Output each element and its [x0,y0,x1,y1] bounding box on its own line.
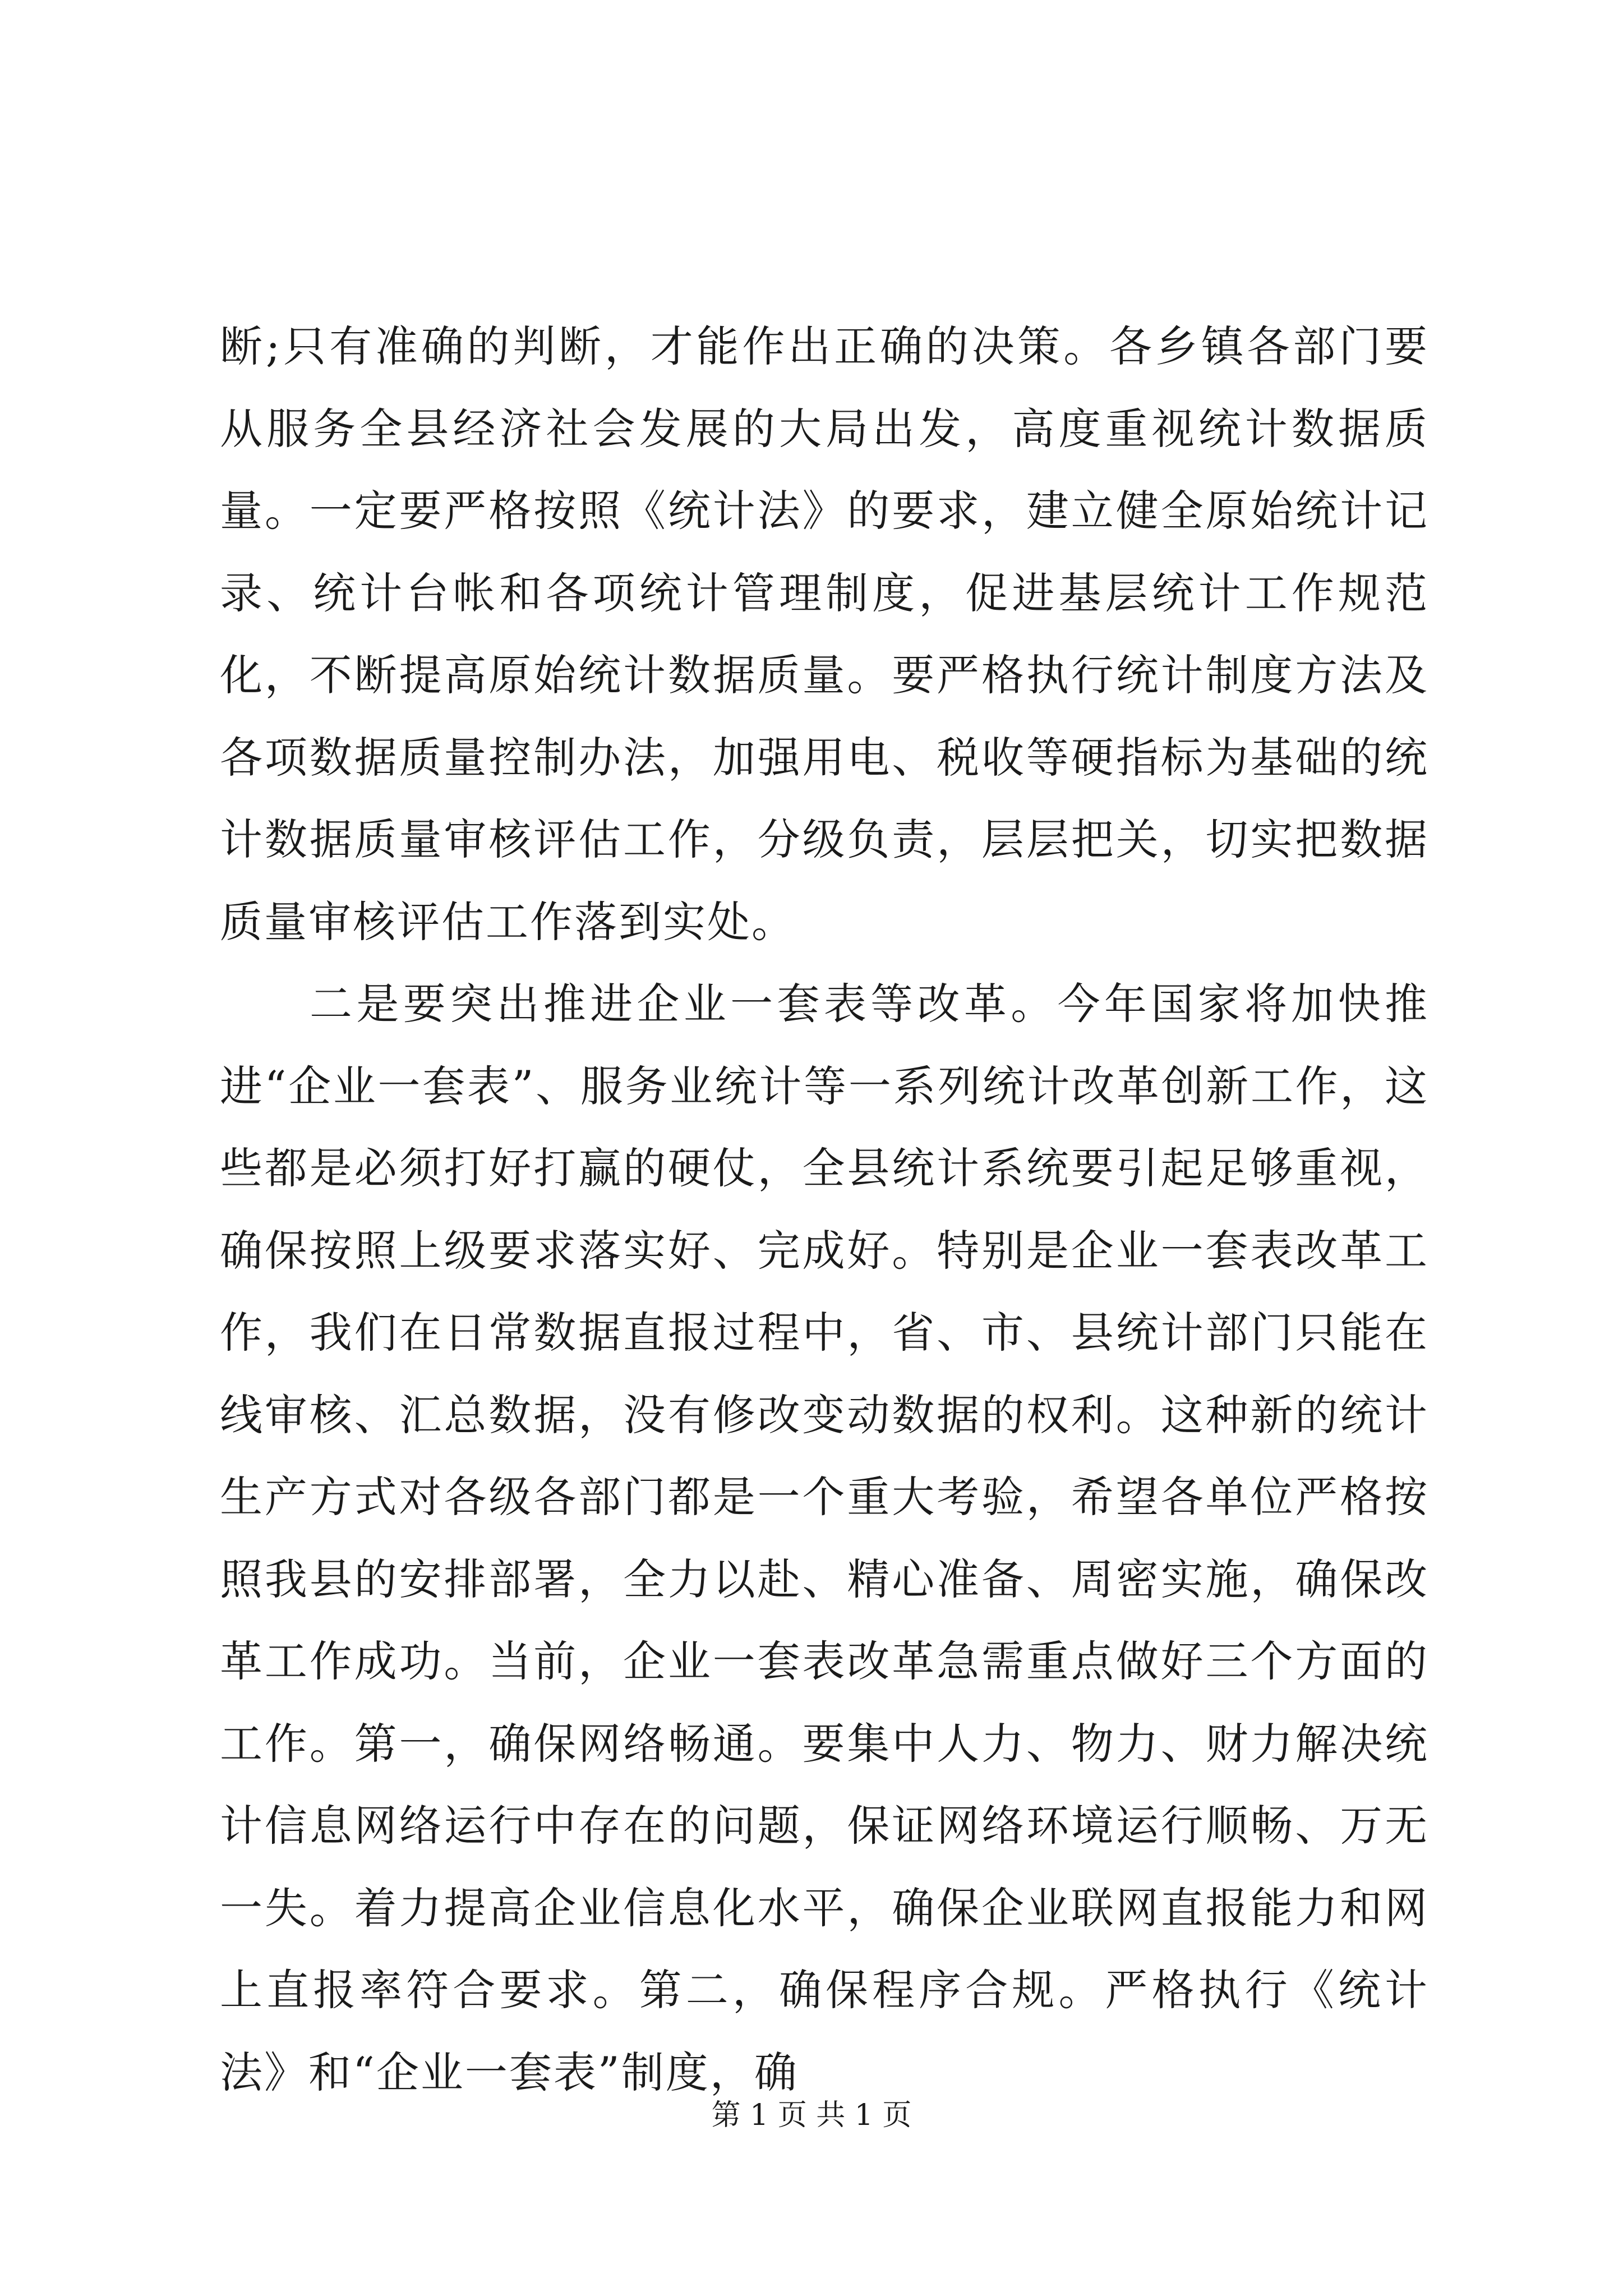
paragraph-2: 二是要突出推进企业一套表等改革。今年国家将加快推进“企业一套表”、服务业统计等一系列统计改革创新工作，这些都是必须打好打赢的硬仗，全县统计系统要引起足够重视，确保按照上级要求落实好、完成好。特别是企业一套表改革工作，我们在日常数据直报过程中，省、市、县统计部门只能在线审核、汇总数据，没有修改变动数据的权利。这种新的统计生产方式对各级各部门都是一个重大考验，希望各单位严格按照我县的安排部署，全力以赴、精心准备、周密实施，确保改革工作成功。当前，企业一套表改革急需重点做好三个方面的工作。第一，确保网络畅通。要集中人力、物力、财力解决统计信息网络运行中存在的问题，保证网络环境运行顺畅、万无一失。着力提高企业信息化水平，确保企业联网直报能力和网上直报率符合要求。第二，确保程序合规。严格执行《统计法》和“企业一套表”制度，确 [220,979,1429,2097]
document-body [220,306,1429,2114]
page-number-footer: 第 1 页 共 1 页 [711,2099,912,2132]
paragraph-1: 断;只有准确的判断，才能作出正确的决策。各乡镇各部门要从服务全县经济社会发展的大局出发，高度重视统计数据质量。一定要严格按照《统计法》的要求，建立健全原始统计记录、统计台帐和各项统计管理制度，促进基层统计工作规范化，不断提高原始统计数据质量。要严格执行统计制度方法及各项数据质量控制办法，加强用电、税收等硬指标为基础的统计数据质量审核评估工作，分级负责，层层把关，切实把数据质量审核评估工作落到实处。 [220,321,1429,947]
